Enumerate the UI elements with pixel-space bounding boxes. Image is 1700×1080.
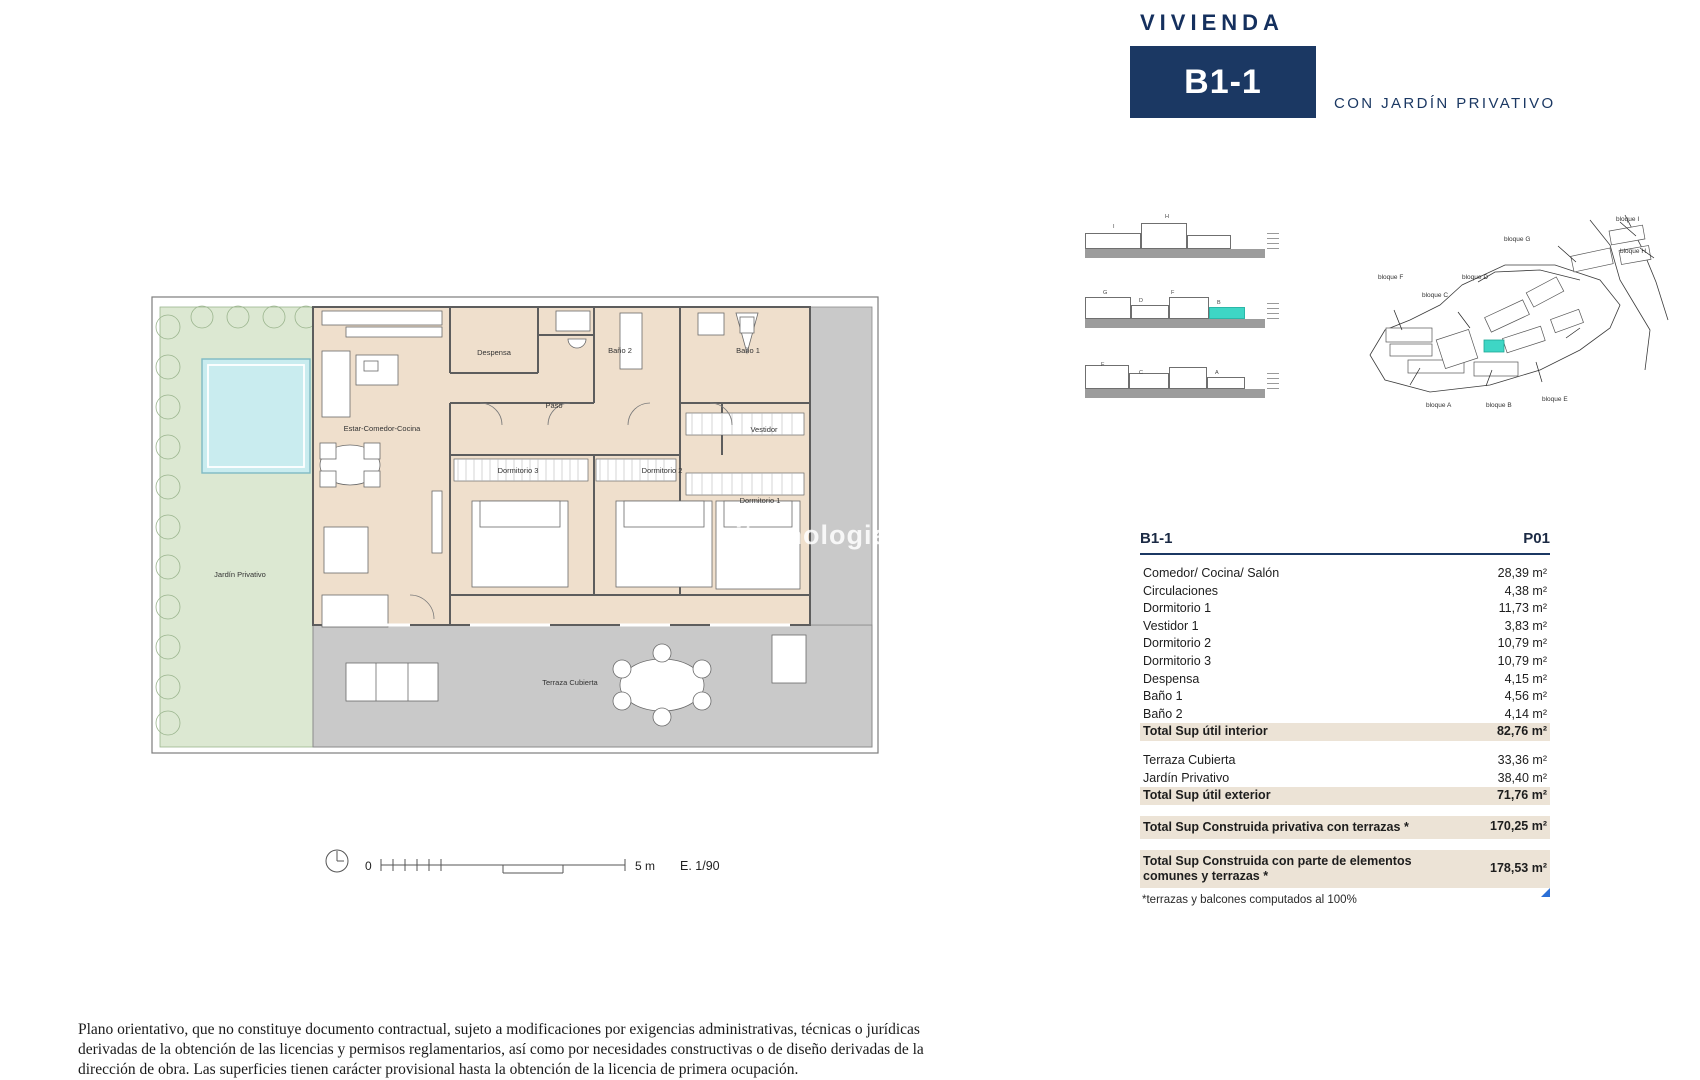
site-plan <box>1290 210 1680 440</box>
row-label: Total Sup útil interior <box>1143 724 1268 739</box>
elevation-diagrams <box>1085 210 1275 420</box>
room-label-terraza: Terraza Cubierta <box>542 678 598 687</box>
row-value: 4,14 m² <box>1504 706 1547 721</box>
row-label: Jardín Privativo <box>1143 770 1230 785</box>
room-label-bano1: Baño 1 <box>736 346 760 355</box>
floor-plan-drawing <box>150 295 910 760</box>
elevation-diagram-2 <box>1085 280 1265 328</box>
table-row-total-built <box>1140 816 1550 839</box>
area-table-floor: P01 <box>1523 530 1550 547</box>
disclaimer <box>78 1020 1028 1080</box>
row-value: 10,79 m² <box>1497 636 1547 651</box>
table-row-total-built-common <box>1140 850 1550 888</box>
site-label-bloque-a: bloque A <box>1426 402 1452 409</box>
table-row <box>1140 706 1550 724</box>
page-title: VIVIENDA <box>1140 10 1284 35</box>
area-table <box>1140 530 1550 906</box>
elevation-label-g: G <box>1103 290 1108 296</box>
room-label-despensa: Despensa <box>477 348 511 357</box>
site-label-bloque-c: bloque C <box>1422 292 1449 299</box>
elevation-label-a: A <box>1215 370 1219 376</box>
sheet-header <box>1130 10 1670 118</box>
scale-five: 5 m <box>635 859 656 873</box>
table-row <box>1140 653 1550 671</box>
room-label-dorm1: Dormitorio 1 <box>739 496 781 505</box>
site-label-bloque-f: bloque F <box>1378 274 1404 281</box>
disclaimer-line-2: derivadas de la obtención de las licencias y permisos reglamentarios, así como por necesidades constructivas o de diseño derivadas de la <box>78 1041 924 1058</box>
row-value: 11,73 m² <box>1498 601 1547 616</box>
row-label: Comedor/ Cocina/ Salón <box>1143 566 1280 580</box>
scale-zero: 0 <box>365 859 372 873</box>
elevation-diagram-3 <box>1085 350 1265 398</box>
elevation-label-f: F <box>1171 290 1175 296</box>
area-table-unit: B1-1 <box>1140 530 1173 547</box>
scale-bar-drawing <box>325 845 745 885</box>
row-value: 33,36 m² <box>1497 752 1547 767</box>
table-row-total-interior <box>1140 723 1550 741</box>
disclaimer-line-1: Plano orientativo, que no constituye documento contractual, sujeto a modificaciones por exigencias administrativas, técnicas o jurídicas <box>78 1021 920 1038</box>
table-row <box>1140 688 1550 706</box>
room-label-dorm3: Dormitorio 3 <box>497 466 539 475</box>
row-value: 4,38 m² <box>1504 583 1547 598</box>
row-label: Terraza Cubierta <box>1143 752 1236 767</box>
unit-badge-row <box>1130 46 1670 118</box>
area-table-body <box>1140 565 1550 906</box>
site-label-bloque-b: bloque B <box>1486 402 1512 409</box>
site-label-bloque-d: bloque D <box>1462 274 1489 281</box>
scale-ratio: E. 1/90 <box>680 859 720 873</box>
elevation-label-h: H <box>1165 214 1169 220</box>
elevation-diagram-1 <box>1085 210 1265 258</box>
row-value: 4,56 m² <box>1504 689 1547 704</box>
row-label: Baño 1 <box>1143 689 1183 704</box>
row-label: Total Sup útil exterior <box>1143 788 1271 803</box>
row-label: Dormitorio 3 <box>1143 653 1212 668</box>
row-label: Baño 2 <box>1143 706 1183 721</box>
table-row-total-exterior <box>1140 787 1550 805</box>
row-label: Despensa <box>1143 671 1200 686</box>
room-label-paso: Paso <box>545 401 563 410</box>
room-label-bano2: Baño 2 <box>608 346 632 355</box>
floor-plan <box>150 295 910 755</box>
table-footnote: *terrazas y balcones computados al 100% <box>1142 893 1357 906</box>
disclaimer-line-3: dirección de obra. Las superficies tienen carácter provisional hasta la obtención de la licencia de primera ocupación. <box>78 1061 799 1078</box>
elevation-label-c: C <box>1139 370 1143 376</box>
room-label-estar: Estar-Comedor-Cocina <box>343 424 421 433</box>
table-row <box>1140 635 1550 653</box>
row-value: 28,39 m² <box>1497 566 1547 580</box>
row-label: Circulaciones <box>1143 583 1219 598</box>
site-label-bloque-i: bloque I <box>1616 216 1640 223</box>
table-row <box>1140 671 1550 689</box>
table-row <box>1140 618 1550 636</box>
room-label-vestidor: Vestidor <box>750 425 778 434</box>
row-value: 82,76 m² <box>1496 724 1547 739</box>
row-label: Total Sup Construida privativa con terrazas * <box>1143 819 1409 834</box>
row-value: 38,40 m² <box>1497 770 1547 785</box>
table-row <box>1140 600 1550 618</box>
row-value: 170,25 m² <box>1490 819 1547 834</box>
unit-badge: B1-1 <box>1130 46 1316 118</box>
table-row <box>1140 565 1550 583</box>
row-value: 10,79 m² <box>1497 653 1547 668</box>
room-label-dorm2: Dormitorio 2 <box>641 466 683 475</box>
table-row <box>1140 752 1550 770</box>
row-label: Dormitorio 2 <box>1143 636 1212 651</box>
row-label: Dormitorio 1 <box>1143 601 1212 616</box>
room-label-jardin: Jardín Privativo <box>214 570 266 579</box>
row-value: 178,53 m² <box>1490 860 1547 875</box>
site-label-bloque-e: bloque E <box>1542 396 1568 403</box>
row-label: Vestidor 1 <box>1143 618 1199 633</box>
watermark: itecnologia <box>735 520 889 550</box>
table-row <box>1140 583 1550 601</box>
row-label: Total Sup Construida con parte de elementos comunes y terrazas * <box>1143 853 1412 883</box>
row-value: 3,83 m² <box>1504 618 1547 633</box>
elevation-label-i: I <box>1113 224 1115 230</box>
key-plans <box>1085 210 1685 445</box>
elevation-label-d: D <box>1139 298 1143 304</box>
row-value: 71,76 m² <box>1496 788 1547 803</box>
site-plan-drawing <box>1290 210 1680 440</box>
site-label-bloque-g: bloque G <box>1504 236 1531 243</box>
scale-bar <box>325 845 745 885</box>
corner-marker <box>1541 888 1550 897</box>
row-value: 4,15 m² <box>1504 671 1547 686</box>
area-table-header <box>1140 530 1550 555</box>
unit-subtitle: CON JARDÍN PRIVATIVO <box>1334 95 1556 112</box>
elevation-label-f2: F <box>1101 362 1105 368</box>
elevation-label-b: B <box>1217 300 1221 306</box>
site-label-bloque-h: bloque H <box>1620 248 1647 255</box>
table-row <box>1140 770 1550 788</box>
